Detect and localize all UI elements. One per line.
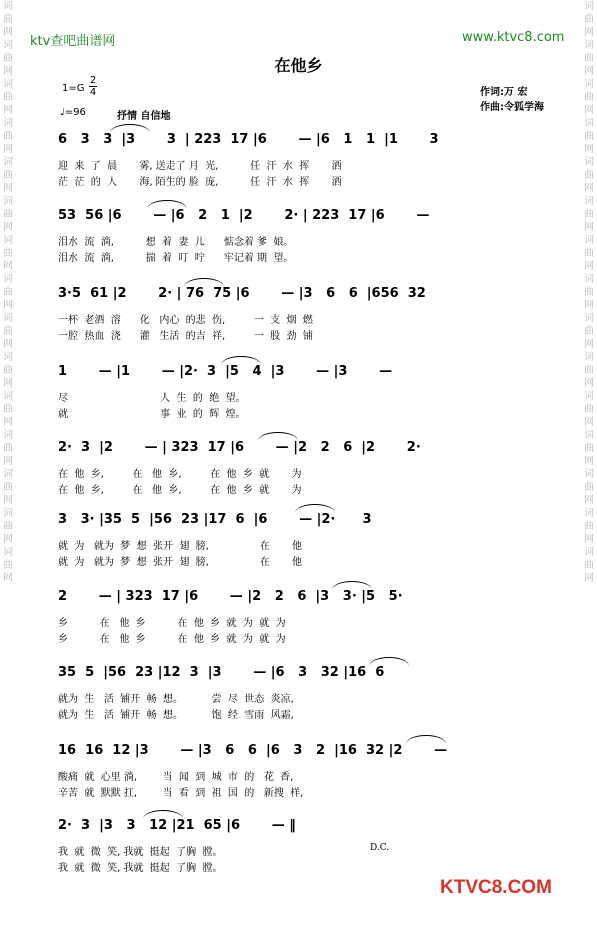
lyric-line-1: 一杯 老酒 溶 化 内心 的悲 伤, 一 支 烟 燃: [58, 315, 313, 326]
lyric-line-2: 在 他 乡, 在 他 乡, 在 他 乡 就 为: [58, 485, 302, 496]
slur-arc: [369, 657, 409, 666]
lyric-line-2: 一腔 热血 浇 灌 生活 的吉 祥, 一 股 劲 铺: [58, 331, 313, 342]
notes-row: 3·5 61 |2 2· | 76 75 |6 — |3 6 6 |656 32: [58, 286, 426, 301]
song-title: 在他乡: [274, 56, 323, 75]
lyric-line-1: 在 他 乡, 在 他 乡, 在 他 乡 就 为: [58, 469, 302, 480]
time-signature-bottom: 4: [89, 87, 97, 98]
time-signature-top: 2: [89, 75, 97, 86]
margin-watermark-right: 词 曲 网 词 曲 网 词 曲 网 词 曲 网 词 曲 网 词 曲 网 词 曲 网 词 曲 网 词 曲 网 词 曲 网 词 曲 网 词 曲 网 词 曲 网 词 曲 网 词 曲 网: [584, 1, 597, 584]
margin-watermark-left: 词 曲 网 词 曲 网 词 曲 网 词 曲 网 词 曲 网 词 曲 网 词 曲 网 词 曲 网 词 曲 网 词 曲 网 词 曲 网 词 曲 网 词 曲 网 词 曲 网 词 曲 网: [3, 1, 16, 584]
notes-row: 2 — | 323 17 |6 — |2 2 6 |3 3· |5 5·: [58, 589, 403, 604]
time-signature: [89, 75, 97, 98]
lyric-line-1: 迎 来 了 晨 雾, 送走了 月 光, 任 汗 水 挥 洒: [58, 161, 342, 172]
slur-arc: [258, 432, 298, 441]
notes-row: 35 5 |56 23 |12 3 |3 — |6 3 32 |16 6: [58, 665, 385, 680]
site-url-right[interactable]: www.ktvc8.com: [462, 30, 565, 45]
lyric-line-2: 就为 生 活 铺开 畅 想。 饱 经 雪雨 风霜,: [58, 710, 294, 721]
notes-row: 3 3· |35 5 |56 23 |17 6 |6 — |2· 3: [58, 512, 372, 527]
slur-arc: [332, 581, 372, 590]
key-signature: 1=G: [62, 83, 85, 94]
notes-row: 6 3 3 |3 3 | 223 17 |6 — |6 1 1 |1 3: [58, 132, 439, 147]
lyric-line-1: 我 就 微 笑, 我就 挺起 了胸 膛。: [58, 847, 223, 858]
lyric-line-1: 泪水 流 淌, 想 着 妻 儿 惦念着 爹 娘。: [58, 237, 294, 248]
lyric-line-2: 乡 在 他 乡 在 他 乡 就 为 就 为: [58, 634, 286, 645]
notes-row: 1 — |1 — |2· 3 |5 4 |3 — |3 —: [58, 364, 393, 379]
slur-arc: [143, 810, 183, 819]
lyric-line-2: 辛苦 就 默默 扛, 当 看 到 祖 国 的 新搜 样,: [58, 788, 304, 799]
lyric-line-1: 就为 生 活 铺开 畅 想。 尝 尽 世态 炎凉,: [58, 694, 294, 705]
slur-arc: [221, 356, 261, 365]
notes-row: 53 56 |6 — |6 2 1 |2 2· | 223 17 |6 —: [58, 208, 430, 223]
dc-marking: D.C.: [370, 843, 390, 853]
lyric-line-1: 就 为 就为 梦 想 张开 翅 膀, 在 他: [58, 541, 302, 552]
site-name-left[interactable]: ktv查吧曲谱网: [30, 34, 116, 49]
lyric-line-1: 乡 在 他 乡 在 他 乡 就 为 就 为: [58, 618, 286, 629]
slur-arc: [110, 124, 150, 133]
slur-arc: [147, 200, 187, 209]
notes-row: 2· 3 |3 3 12 |21 65 |6 — ‖: [58, 818, 296, 833]
slur-arc: [406, 735, 446, 744]
lyric-line-2: 就 为 就为 梦 想 张开 翅 膀, 在 他: [58, 557, 302, 568]
mood-marking: 抒情 自信地: [117, 111, 171, 122]
composer-credit: 作曲:令狐学海: [480, 102, 544, 113]
notes-row: 16 16 12 |3 — |3 6 6 |6 3 2 |16 32 |2 —: [58, 743, 448, 758]
lyricist-credit: 作词:万 宏: [480, 87, 528, 98]
lyric-line-2: 茫 茫 的 人 海, 陌生的 脸 庞, 任 汗 水 挥 洒: [58, 177, 342, 188]
lyric-line-1: 尽 人 生 的 绝 望。: [58, 393, 246, 404]
slur-arc: [295, 504, 335, 513]
site-logo[interactable]: KTVC8.COM: [440, 877, 552, 898]
lyric-line-1: 酸痛 就 心里 淌, 当 闻 到 城 市 的 花 香,: [58, 772, 294, 783]
lyric-line-2: 就 事 业 的 辉 煌。: [58, 409, 246, 420]
lyric-line-2: 我 就 微 笑, 我就 挺起 了胸 膛。: [58, 863, 223, 874]
tempo-marking: ♩=96: [60, 107, 86, 118]
slur-arc: [184, 278, 224, 287]
notes-row: 2· 3 |2 — | 323 17 |6 — |2 2 6 |2 2·: [58, 440, 421, 455]
lyric-line-2: 泪水 流 淌, 揣 着 叮 咛 牢记着 期 望。: [58, 253, 294, 264]
